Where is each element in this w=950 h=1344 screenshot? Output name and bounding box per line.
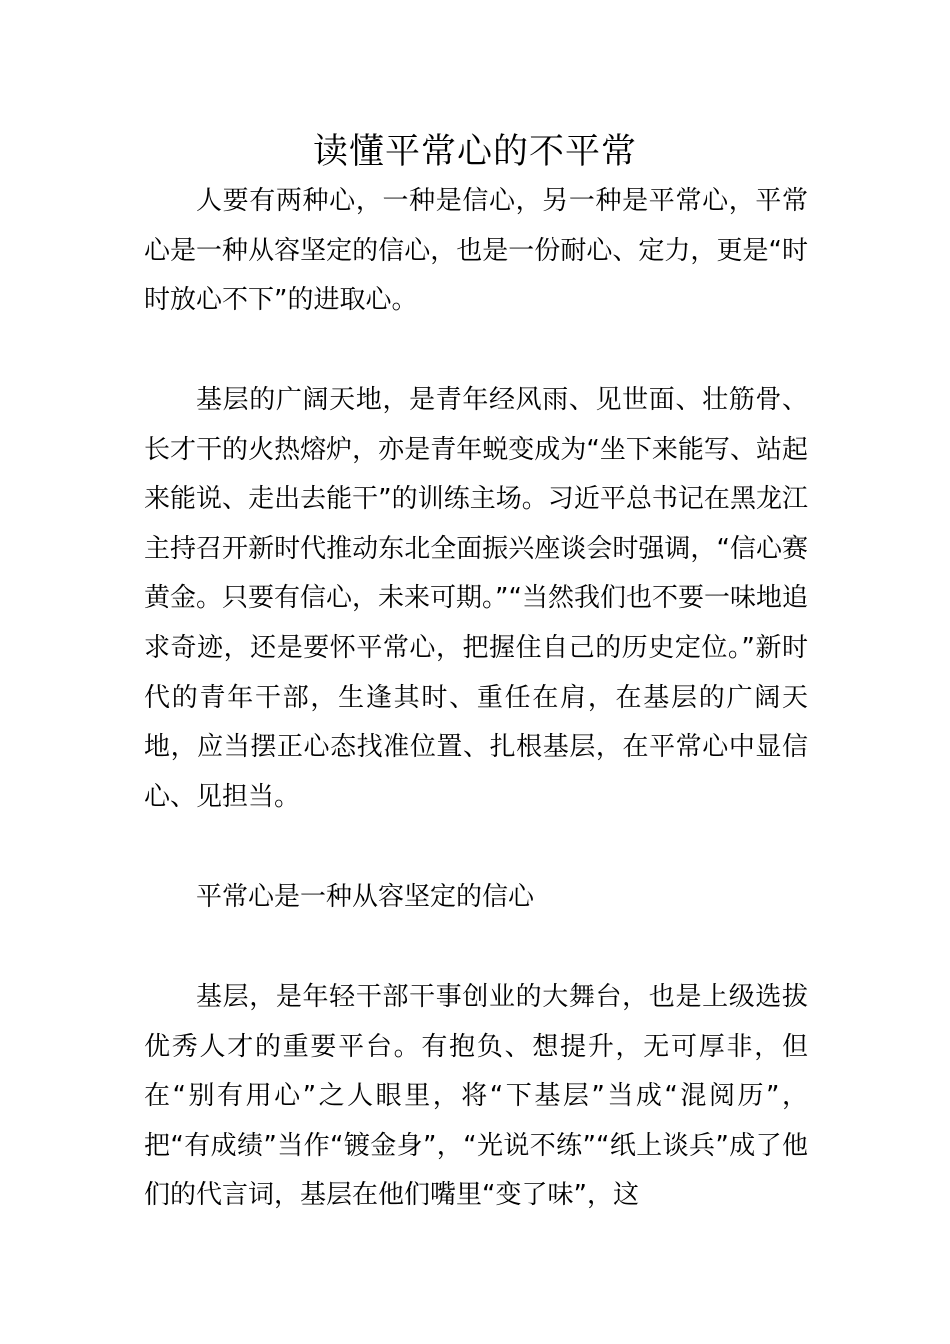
paragraph-section-body: 基层，是年轻干部干事创业的大舞台，也是上级选拔优秀人才的重要平台。有抱负、想提升，无可厚非，但在“别有用心”之人眼里，将“下基层”当成“混阅历”，把“有成绩”当作“镀金身”，“光说不练”“纸上谈兵”成了他们的代言词，基层在他们嘴里“变了味”，这 bbox=[144, 982, 808, 1211]
paragraph-grassroots: 基层的广阔天地，是青年经风雨、见世面、壮筋骨、长才干的火热熔炉，亦是青年蜕变成为“坐下来能写、站起来能说、走出去能干”的训练主场。习近平总书记在黑龙江主持召开新时代推动东北全面振兴座谈会时强调，“信心赛黄金。只要有信心，未来可期。”“当然我们也不要一味地追求奇迹，还是要怀平常心，把握住自己的历史定位。”新时代的青年干部，生逢其时、重任在肩，在基层的广阔天地，应当摆正心态找准位置、扎根基层，在平常心中显信心、见担当。 bbox=[144, 385, 808, 812]
document-title: 读懂平常心的不平常 bbox=[312, 132, 637, 172]
paragraph-intro: 人要有两种心，一种是信心，另一种是平常心，平常心是一种从容坚定的信心，也是一份耐心、定力，更是“时时放心不下”的进取心。 bbox=[144, 186, 808, 316]
section-heading: 平常心是一种从容坚定的信心 bbox=[196, 882, 535, 912]
